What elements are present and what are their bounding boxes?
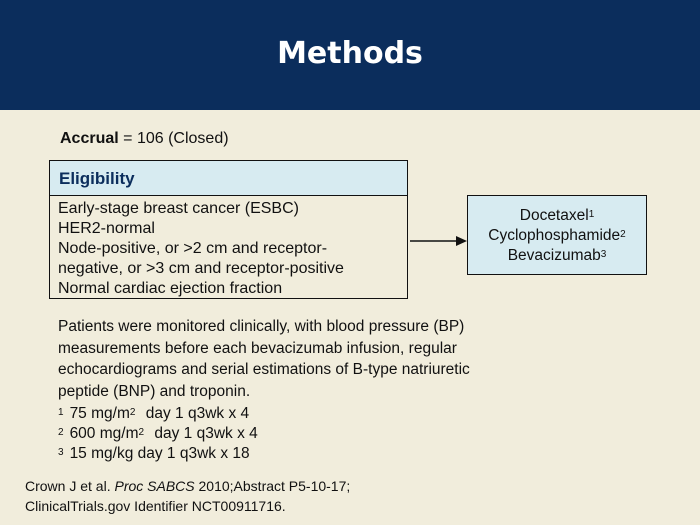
drug-name: Bevacizumab bbox=[507, 247, 601, 264]
footnote bbox=[58, 404, 258, 424]
accrual-line bbox=[60, 130, 229, 148]
dosage-footnotes bbox=[58, 404, 258, 464]
paragraph-line: Patients were monitored clinically, with blood pressure (BP) bbox=[58, 318, 465, 335]
drug-ref: 2 bbox=[620, 229, 626, 240]
citation-authors: Crown J et al. bbox=[25, 478, 115, 494]
drug-item bbox=[468, 226, 646, 246]
footnote-ref: 2 bbox=[58, 427, 64, 438]
drug-name: Docetaxel bbox=[519, 207, 589, 224]
accrual-value: = 106 (Closed) bbox=[123, 130, 229, 147]
citation bbox=[25, 476, 350, 516]
footnote-ref: 1 bbox=[58, 407, 64, 418]
eligibility-heading: Eligibility bbox=[50, 161, 407, 196]
accrual-label: Accrual bbox=[60, 130, 119, 147]
eligibility-item: Early-stage breast cancer (ESBC) bbox=[58, 200, 299, 217]
eligibility-box bbox=[49, 160, 408, 299]
footnote-text: 600 mg/m bbox=[69, 425, 139, 442]
drug-ref: 1 bbox=[588, 209, 595, 220]
drug-item bbox=[468, 246, 646, 266]
eligibility-item: HER2-normal bbox=[58, 220, 155, 237]
eligibility-item: Node-positive, or >2 cm and receptor- bbox=[58, 240, 328, 257]
arrow-right-icon bbox=[410, 235, 468, 247]
footnote bbox=[58, 424, 258, 444]
footnote-text: day 1 q3wk x 4 bbox=[141, 405, 250, 422]
treatment-box bbox=[467, 195, 647, 275]
citation-details: 2010;Abstract P5-10-17; bbox=[194, 478, 351, 494]
paragraph-line: echocardiograms and serial estimations of B-type natriuretic bbox=[58, 361, 470, 378]
footnote-text: 15 mg/kg day 1 q3wk x 18 bbox=[69, 445, 250, 462]
citation-line bbox=[25, 476, 350, 496]
footnote-exponent: 2 bbox=[129, 407, 136, 418]
footnote bbox=[58, 444, 258, 464]
paragraph-line: measurements before each bevacizumab infusion, regular bbox=[58, 339, 457, 357]
footnote-ref: 3 bbox=[58, 447, 64, 458]
page-title: Methods bbox=[277, 36, 423, 71]
drug-item bbox=[468, 206, 646, 226]
paragraph-line: peptide (BNP) and troponin. bbox=[58, 382, 251, 400]
eligibility-list bbox=[50, 196, 407, 299]
footnote-text: 75 mg/m bbox=[69, 405, 130, 422]
drug-ref: 3 bbox=[600, 249, 607, 260]
footnote-exponent: 2 bbox=[138, 427, 145, 438]
citation-journal: Proc SABCS bbox=[114, 478, 195, 494]
drug-name: Cyclophosphamide bbox=[488, 227, 621, 244]
citation-line: ClinicalTrials.gov Identifier NCT00911716. bbox=[25, 498, 286, 514]
eligibility-item: negative, or >3 cm and receptor-positive bbox=[58, 260, 344, 277]
monitoring-paragraph bbox=[58, 316, 598, 402]
eligibility-item: Normal cardiac ejection fraction bbox=[58, 280, 283, 297]
footnote-text: day 1 q3wk x 4 bbox=[150, 425, 258, 442]
